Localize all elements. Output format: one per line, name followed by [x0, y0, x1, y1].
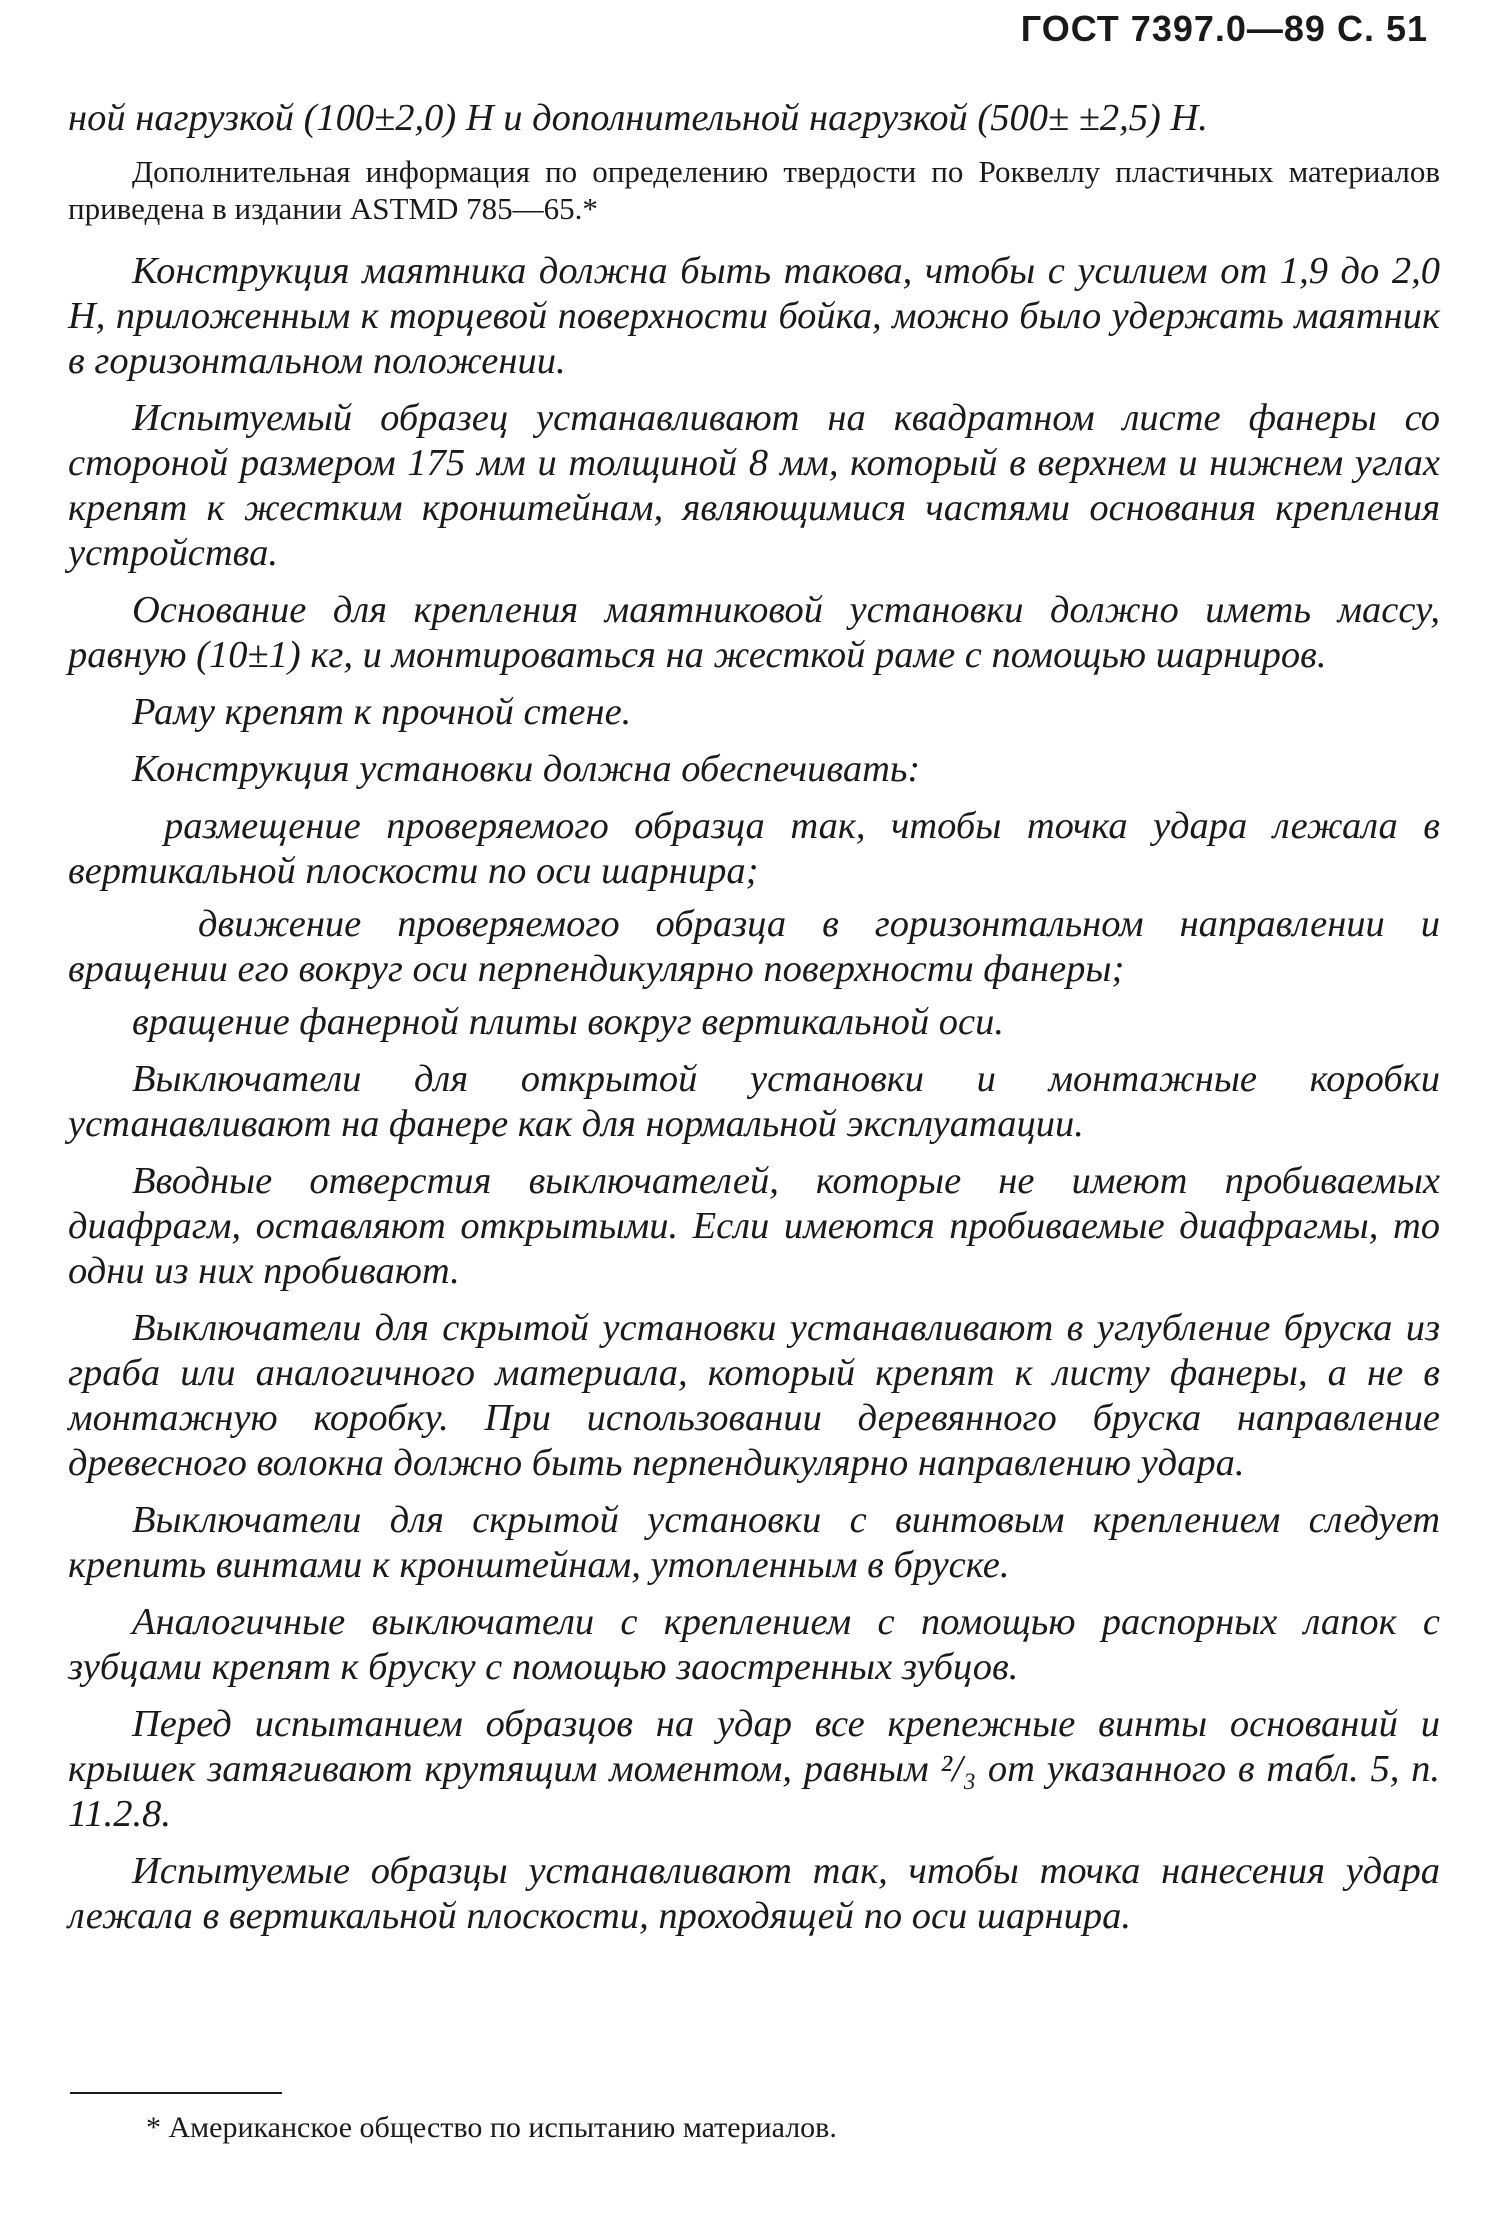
paragraph-base: Основание для крепления маятниковой установки должно иметь массу, равную (10±1) кг, и монтироваться на жесткой раме с помощью шарниров.: [68, 589, 1440, 676]
paragraph-hidden-switches: Выключатели для скрытой установки устанавливают в углубление бруска из граба или аналогичного материала, который крепят к листу фанеры, а не в монтажную коробку. При использовании деревянного бруска направление древесного волокна должно быть перпендикулярно направлению удара.: [68, 1307, 1440, 1484]
paragraph-frame: Раму крепят к прочной стене.: [132, 691, 632, 733]
document-body: [68, 96, 1440, 1951]
paragraph-similar-switches: Аналогичные выключатели с креплением с помощью распорных лапок с зубцами крепят к бруску с помощью заостренных зубцов.: [68, 1601, 1440, 1688]
list-item-rotation: вращение фанерной плиты вокруг вертикальной оси.: [132, 1001, 1005, 1043]
paragraph-design-requirements: Конструкция установки должна обеспечивать:: [132, 748, 921, 790]
paragraph-test-sample: Испытуемый образец устанавливают на квадратном листе фанеры со стороной размером 175 мм и толщиной 8 мм, который в верхнем и нижнем углах крепят к жестким кронштейнам, являющимися частями основания крепления устройства.: [68, 397, 1440, 574]
footnote: * Американское общество по испытанию материалов.: [146, 2111, 837, 2144]
paragraph-sample-mounting: Испытуемые образцы устанавливают так, чтобы точка нанесения удара лежала в вертикальной плоскости, проходящей по оси шарнира.: [68, 1850, 1440, 1937]
page-header: ГОСТ 7397.0—89 С. 51: [1020, 8, 1428, 49]
paragraph-open-switches: Выключатели для открытой установки и монтажные коробки устанавливают на фанере как для нормальной эксплуатации.: [68, 1058, 1440, 1145]
paragraph-continuation: ной нагрузкой (100±2,0) Н и дополнительной нагрузкой (500± ±2,5) Н.: [68, 97, 1208, 139]
paragraph-screw-fixing: Выключатели для скрытой установки с винтовым креплением следует крепить винтами к кронштейнам, утопленным в бруске.: [68, 1499, 1440, 1586]
footnote-divider: [70, 2092, 282, 2094]
paragraph-inlet-holes: Вводные отверстия выключателей, которые не имеют пробиваемых диафрагм, оставляют открытыми. Если имеются пробиваемые диафрагмы, то одни из них пробивают.: [68, 1160, 1440, 1292]
list-item-placement: размещение проверяемого образца так, чтобы точка удара лежала в вертикальной плоскости по оси шарнира;: [68, 805, 1440, 892]
paragraph-additional-info: Дополнительная информация по определению твердости по Роквеллу пластичных материалов приведена в издании ASTMD 785—65.*: [68, 154, 1440, 226]
paragraph-pendulum-design: Конструкция маятника должна быть такова, чтобы с усилием от 1,9 до 2,0 Н, приложенным к торцевой поверхности бойка, можно было удержать маятник в горизонтальном положении.: [68, 250, 1440, 382]
paragraph-before-test: Перед испытанием образцов на удар все крепежные винты оснований и крышек затягивают крутящим моментом, равным ²/₃ от указанного в табл. 5, п. 11.2.8.: [68, 1703, 1440, 1835]
list-item-movement: движение проверяемого образца в горизонтальном направлении и вращении его вокруг оси перпендикулярно поверхности фанеры;: [68, 903, 1440, 990]
